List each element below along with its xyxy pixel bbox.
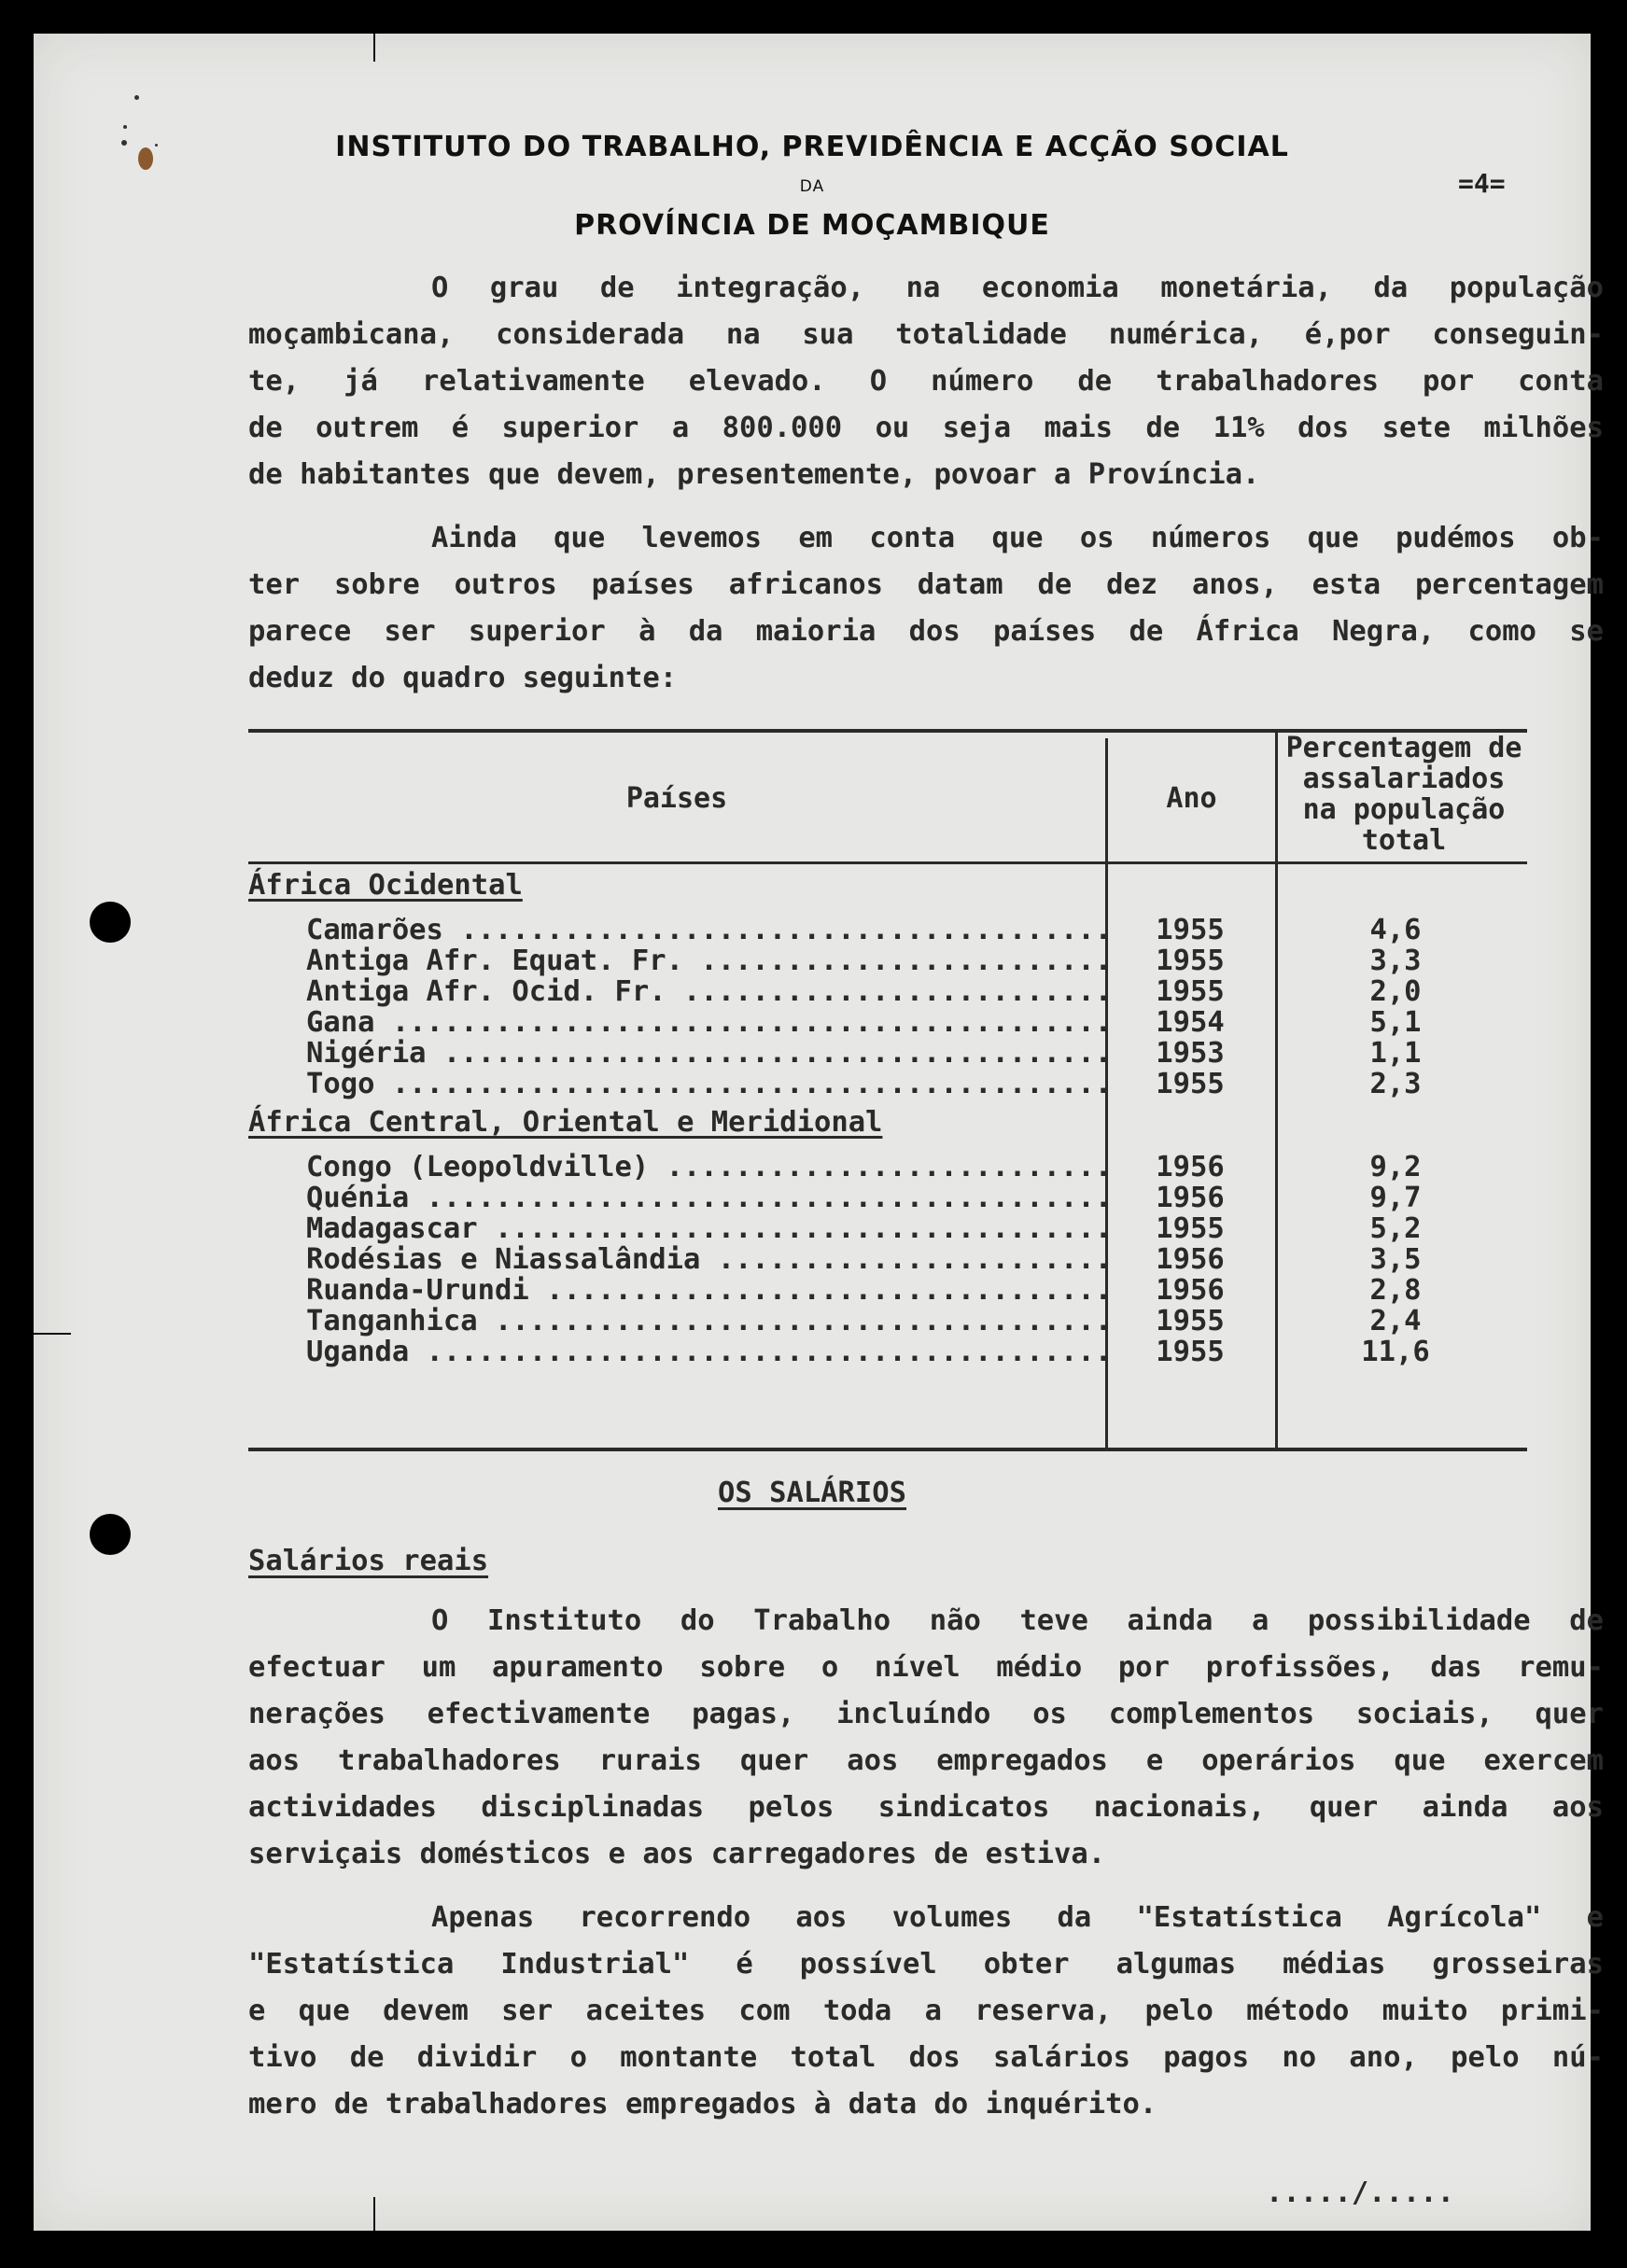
text-line: de outrem é superior a 800.000 ou seja mais de 11% dos sete milhões [248, 412, 1604, 444]
header-countries: Países [625, 782, 728, 815]
text-line: de habitantes que devem, presentemente, povoar a Província. [248, 458, 1260, 491]
text-line: nerações efectivamente pagas, incluíndo os complementos sociais, quer [248, 1698, 1604, 1730]
continuation-mark: ...../..... [1266, 2177, 1454, 2209]
country-name: Gana ..... [306, 1006, 1111, 1039]
country-name: Ruanda-Urundi ..... [306, 1274, 1111, 1307]
punch-hole-bottom [90, 1514, 131, 1555]
percentage-value: 2,8 [1369, 1274, 1422, 1307]
country-name: Tanganhica ..... [306, 1305, 1111, 1337]
table-row [248, 1006, 1527, 1038]
country-name: Antiga Afr. Equat. Fr. ..... [306, 945, 1111, 977]
text-line: aos trabalhadores rurais quer aos empregados e operários que exercem [248, 1744, 1604, 1777]
country-name: Camarões ..... [306, 914, 1111, 946]
country-name: Congo (Leopoldville) ..... [306, 1151, 1111, 1183]
stain-speck [134, 95, 139, 100]
group-west-africa: África Ocidental [248, 869, 523, 902]
percentage-value: 9,7 [1369, 1182, 1422, 1214]
section-heading-salaries: OS SALÁRIOS [718, 1477, 906, 1509]
percentage-value: 5,2 [1369, 1212, 1422, 1245]
percentage-value: 2,0 [1369, 975, 1422, 1008]
table-row [248, 975, 1527, 1007]
year-value: 1956 [1156, 1182, 1225, 1214]
year-value: 1955 [1156, 945, 1225, 977]
wage-earners-table [248, 729, 1527, 1453]
header-year: Ano [1166, 782, 1217, 815]
paragraph-institute [248, 1598, 1604, 1878]
table-row [248, 1212, 1527, 1244]
table-row [248, 1243, 1527, 1275]
stain-speck [123, 125, 127, 129]
letterhead-province: PROVÍNCIA DE MOÇAMBIQUE [574, 209, 1050, 242]
table-row [248, 1336, 1527, 1367]
text-line: mero de trabalhadores empregados à data do inquérito. [248, 2088, 1157, 2121]
punch-hole-top [90, 902, 131, 943]
country-name: Rodésias e Niassalândia ..... [306, 1243, 1111, 1276]
country-name: Quénia ..... [306, 1182, 1111, 1214]
year-value: 1956 [1156, 1274, 1225, 1307]
percentage-value: 3,3 [1369, 945, 1422, 977]
header-percentage-line: assalariados [1302, 763, 1506, 795]
year-value: 1955 [1156, 1068, 1225, 1100]
country-name: Antiga Afr. Ocid. Fr. ..... [306, 975, 1111, 1008]
paragraph-comparison [248, 515, 1604, 702]
text-line: tivo de dividir o montante total dos salários pagos no ano, pelo nú- [248, 2041, 1604, 2074]
table-row [248, 1151, 1527, 1183]
document-page [34, 34, 1604, 2231]
header-percentage [1278, 733, 1530, 856]
text-line: deduz do quadro seguinte: [248, 662, 678, 694]
text-line: serviçais domésticos e aos carregadores de estiva. [248, 1838, 1106, 1870]
percentage-value: 4,6 [1369, 914, 1422, 946]
percentage-value: 9,2 [1369, 1151, 1422, 1183]
header-percentage-line: Percentagem de [1285, 732, 1522, 764]
text-line: e que devem ser aceites com toda a reserva, pelo método muito primi- [248, 1995, 1604, 2027]
text-line: O Instituto do Trabalho não teve ainda a possibilidade de [431, 1604, 1604, 1637]
year-value: 1953 [1156, 1037, 1225, 1070]
table-bottom-rule [248, 1448, 1527, 1451]
percentage-value: 2,3 [1369, 1068, 1422, 1100]
page-number: =4= [1458, 168, 1506, 199]
country-name: Togo ..... [306, 1068, 1111, 1100]
header-percentage-line: total [1361, 824, 1447, 857]
text-line: "Estatística Industrial" é possível obter algumas médias grosseiras [248, 1948, 1604, 1981]
text-line: parece ser superior à da maioria dos países de África Negra, como se [248, 615, 1604, 648]
subsection-heading-real-wages: Salários reais [248, 1545, 489, 1577]
table-header-rule [248, 861, 1527, 864]
year-value: 1955 [1156, 1305, 1225, 1337]
text-line: efectuar um apuramento sobre o nível médio por profissões, das remu- [248, 1651, 1604, 1684]
table-row [248, 1182, 1527, 1213]
edge-tick [373, 2197, 375, 2231]
year-value: 1954 [1156, 1006, 1225, 1039]
edge-tick [373, 34, 375, 62]
percentage-value: 3,5 [1369, 1243, 1422, 1276]
edge-tick [34, 1333, 71, 1335]
text-line: actividades disciplinadas pelos sindicatos nacionais, quer ainda aos [248, 1791, 1604, 1824]
percentage-value: 2,4 [1369, 1305, 1422, 1337]
letterhead-institute: INSTITUTO DO TRABALHO, PREVIDÊNCIA E ACÇÃO SOCIAL [335, 131, 1289, 163]
table-row [248, 914, 1527, 945]
table-row [248, 1274, 1527, 1306]
text-line: Apenas recorrendo aos volumes da "Estatística Agrícola" e [431, 1901, 1604, 1934]
percentage-value: 11,6 [1361, 1336, 1430, 1368]
text-line: Ainda que levemos em conta que os números que pudémos ob- [431, 522, 1604, 554]
text-line: ter sobre outros países africanos datam de dez anos, esta percentagem [248, 568, 1604, 601]
year-value: 1956 [1156, 1151, 1225, 1183]
group-central-east-south-africa: África Central, Oriental e Meridional [248, 1106, 883, 1139]
table-row [248, 1037, 1527, 1069]
country-name: Nigéria ..... [306, 1037, 1111, 1070]
country-name: Uganda ..... [306, 1336, 1111, 1368]
percentage-value: 5,1 [1369, 1006, 1422, 1039]
header-percentage-line: na população [1302, 793, 1506, 826]
year-value: 1955 [1156, 1212, 1225, 1245]
text-line: te, já relativamente elevado. O número de trabalhadores por conta [248, 365, 1604, 398]
table-row [248, 1068, 1527, 1099]
paragraph-integration [248, 265, 1604, 498]
year-value: 1955 [1156, 975, 1225, 1008]
year-value: 1956 [1156, 1243, 1225, 1276]
text-line: moçambicana, considerada na sua totalidade numérica, é,por conseguin- [248, 318, 1604, 351]
table-row [248, 945, 1527, 976]
country-name: Madagascar ..... [306, 1212, 1111, 1245]
year-value: 1955 [1156, 914, 1225, 946]
text-line: O grau de integração, na economia monetária, da população [431, 272, 1604, 304]
paragraph-statistics [248, 1895, 1604, 2128]
table-row [248, 1305, 1527, 1337]
percentage-value: 1,1 [1369, 1037, 1422, 1070]
letterhead-da: DA [799, 177, 825, 196]
year-value: 1955 [1156, 1336, 1225, 1368]
